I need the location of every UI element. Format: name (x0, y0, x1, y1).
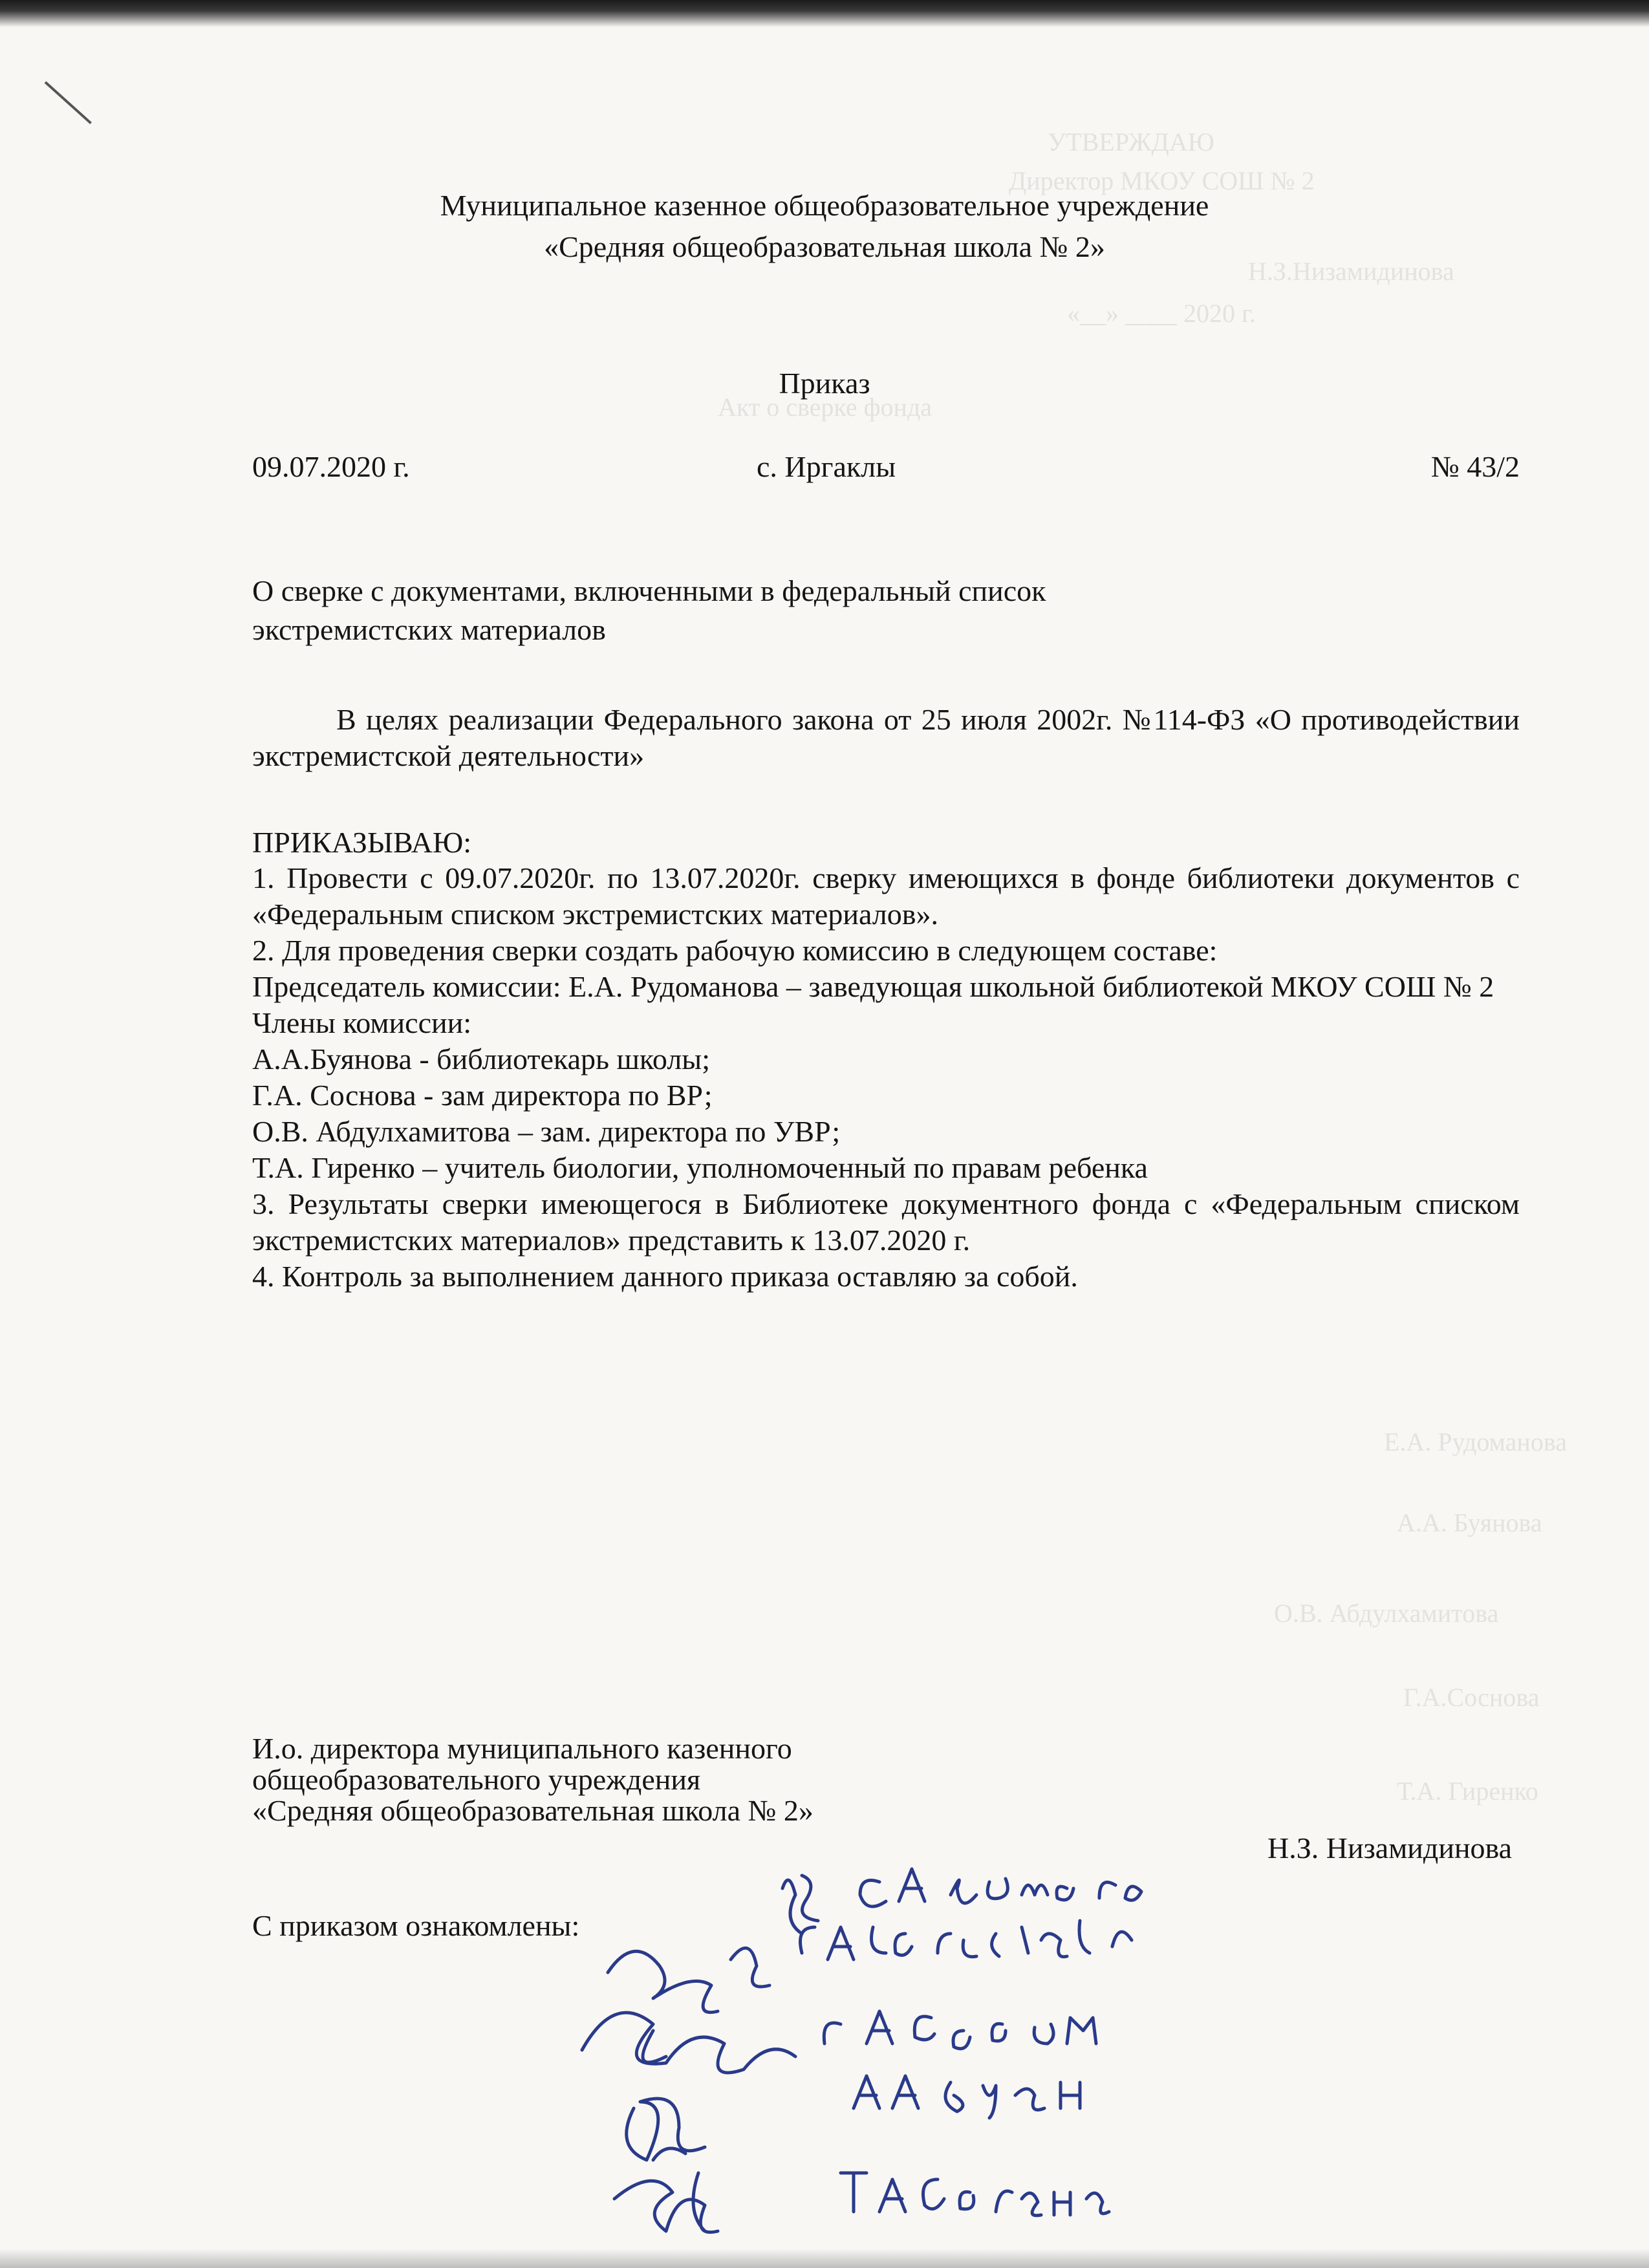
signature-name-3 (824, 2011, 1096, 2049)
signature-name-1 (860, 1869, 1141, 1906)
signature-name-4 (854, 2076, 1080, 2118)
document-date: 09.07.2020 г. (252, 450, 410, 483)
signatory-title-line-1: И.о. директора муниципального казенного (252, 1732, 792, 1765)
signatory-title-line-2: общеобразовательного учреждения (252, 1763, 701, 1796)
bleed-through-name-4: Г.А.Соснова (1403, 1683, 1540, 1712)
item-1: 1. Провести с 09.07.2020г. по 13.07.2020г. сверку имеющихся в фонде библиотеки документов с «Федеральным списком экстремистских материалов». (252, 861, 1520, 931)
order-word: ПРИКАЗЫВАЮ: (252, 826, 472, 859)
signature-scribble-4 (627, 2099, 705, 2160)
member-3: О.В. Абдулхамитова – зам. директора по УВР; (252, 1115, 841, 1148)
item-2: 2. Для проведения сверки создать рабочую комиссию в следующем составе: (252, 934, 1218, 967)
scan-bottom-edge (0, 2249, 1649, 2268)
handwritten-signatures (569, 1863, 1313, 2244)
bleed-through-date: «__» ____ 2020 г. (1067, 299, 1256, 328)
document-number: № 43/2 (1430, 450, 1520, 483)
bleed-through-name-3: О.В. Абдулхамитова (1274, 1599, 1499, 1628)
bleed-through-director: Директор МКОУ СОШ № 2 (1009, 166, 1315, 195)
preamble (252, 702, 1520, 774)
org-name-line-1: Муниципальное казенное общеобразовательное учреждение (440, 189, 1209, 222)
document-type: Приказ (779, 367, 870, 400)
signature-name-2 (801, 1921, 1132, 1960)
signature-scribble-3 (582, 2013, 795, 2073)
preamble-text: В целях реализации Федерального закона от 25 июля 2002г. №114-ФЗ «О противодействии экстремистской деятельности» (252, 703, 1520, 772)
bleed-through-director-name: Н.З.Низамидинова (1248, 257, 1454, 286)
bleed-through-name-1: Е.А. Рудоманова (1384, 1427, 1567, 1456)
document-place: с. Иргаклы (757, 450, 896, 483)
member-2: Г.А. Соснова - зам директора по ВР; (252, 1079, 713, 1112)
subject-line-2: экстремистских материалов (252, 613, 606, 646)
bleed-through-approve: УТВЕРЖДАЮ (1048, 127, 1214, 157)
signatory-name: Н.З. Низамидинова (1267, 1831, 1513, 1864)
date-place-number-row (252, 449, 1520, 488)
fold-mark (45, 81, 92, 125)
signature-scribble-1 (782, 1875, 818, 1934)
bleed-through-name-2: А.А. Буянова (1397, 1508, 1542, 1537)
signature-scribble-5 (614, 2173, 718, 2232)
bleed-through-name-5: Т.А. Гиренко (1397, 1777, 1538, 1806)
commission-chair: Председатель комиссии: Е.А. Рудоманова – заведующая школьной библиотекой МКОУ СОШ № 2 (252, 970, 1494, 1003)
scan-top-edge (0, 0, 1649, 27)
subject-line-1: О сверке с документами, включенными в федеральный список (252, 574, 1046, 607)
item-4: 4. Контроль за выполнением данного приказа оставляю за собой. (252, 1260, 1078, 1293)
org-name-line-2: «Средняя общеобразовательная школа № 2» (544, 230, 1105, 263)
signature-name-5 (841, 2173, 1109, 2216)
item-3: 3. Результаты сверки имеющегося в Библиотеке документного фонда с «Федеральным списком экстремистских материалов» представить к 13.07.2020 г. (252, 1187, 1520, 1257)
signature-scribble-2 (608, 1948, 770, 2012)
member-4: Т.А. Гиренко – учитель биологии, уполномоченный по правам ребенка (252, 1151, 1148, 1184)
members-title: Члены комиссии: (252, 1006, 472, 1039)
order-items (252, 860, 1520, 1295)
member-1: А.А.Буянова - библиотекарь школы; (252, 1042, 710, 1075)
signatory-title-line-3: «Средняя общеобразовательная школа № 2» (252, 1794, 814, 1827)
acquainted-label: С приказом ознакомлены: (252, 1909, 580, 1942)
bleed-through-title: Акт о сверке фонда (718, 393, 932, 422)
